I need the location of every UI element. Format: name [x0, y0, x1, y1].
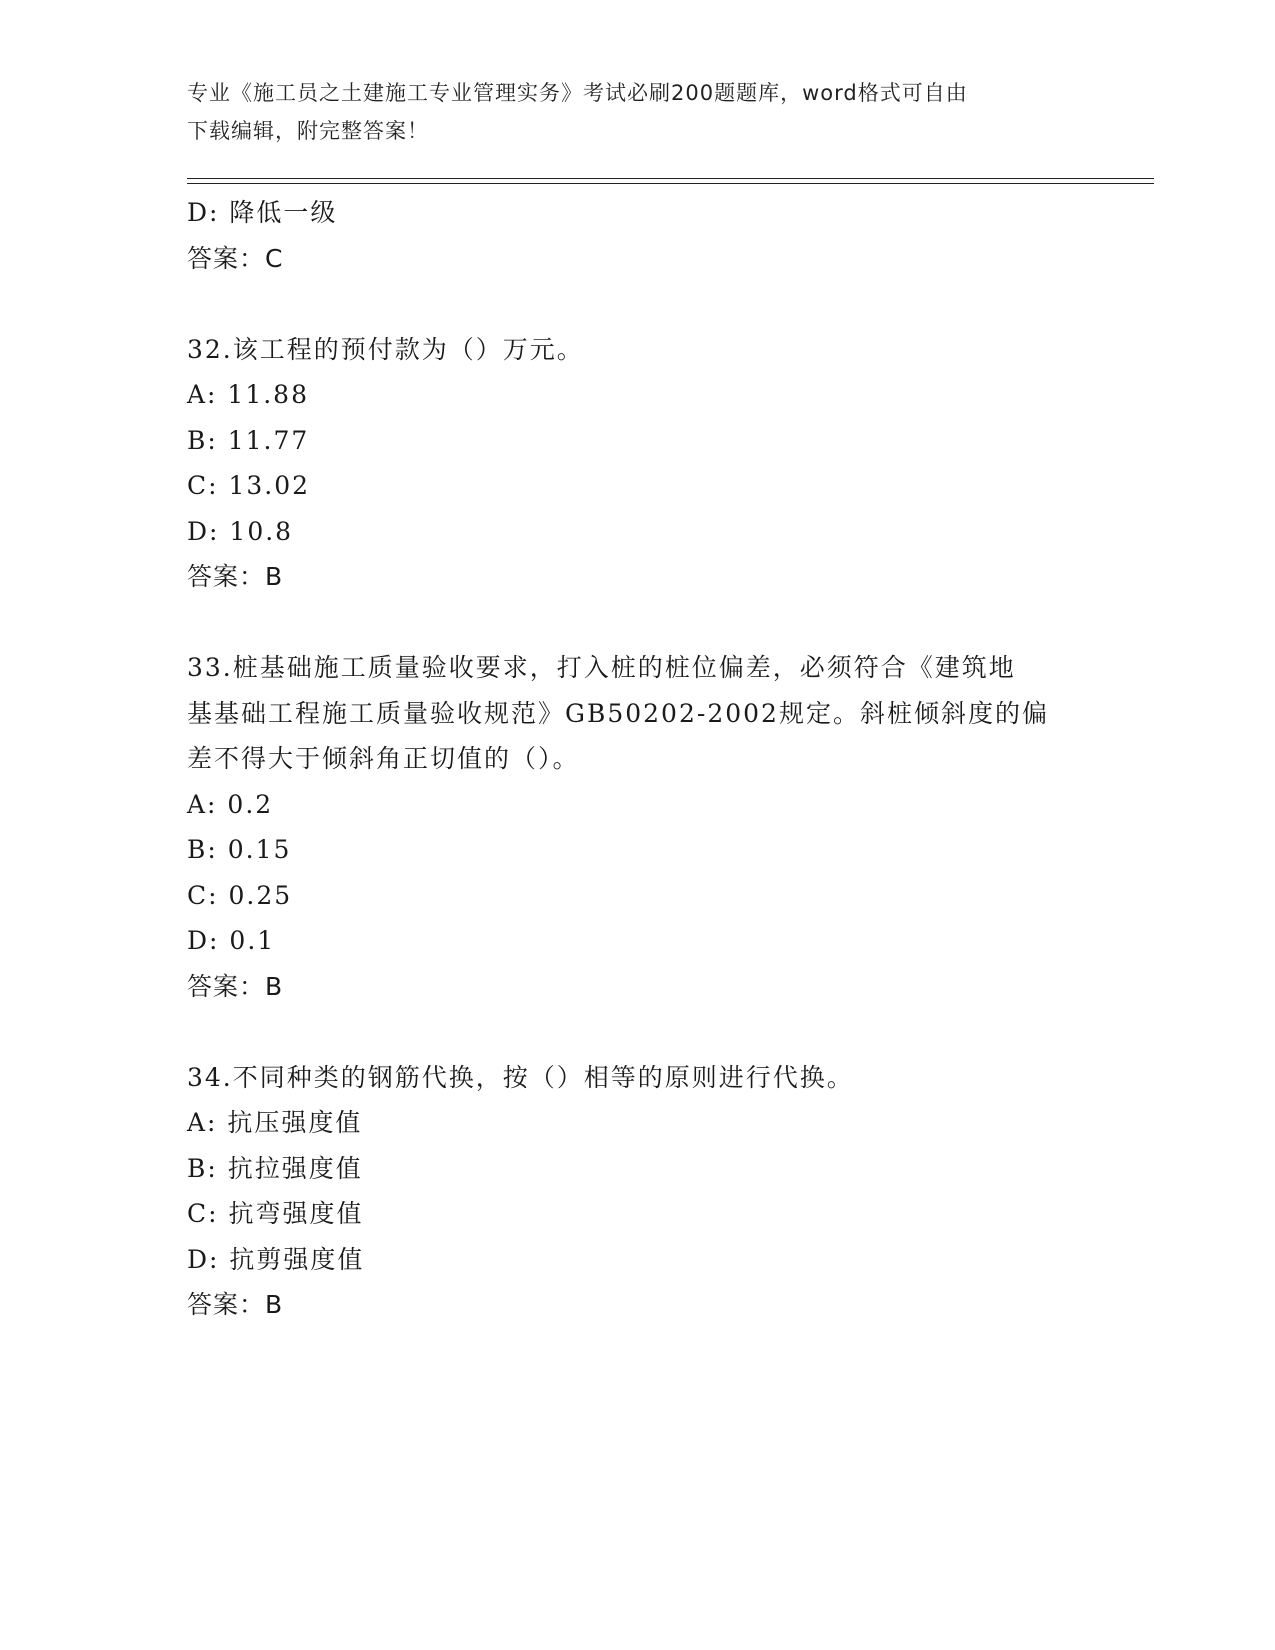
question-stem-line-2: 基基础工程施工质量验收规范》GB50202-2002规定。斜桩倾斜度的偏 — [187, 698, 1049, 728]
option-d: D: 0.1 — [187, 926, 276, 955]
header-line-2: 下载编辑，附完整答案！ — [187, 119, 429, 143]
option-c: C: 0.25 — [187, 880, 293, 910]
answer-line: 答案：B — [187, 562, 284, 591]
header-divider-bottom — [187, 183, 1154, 184]
option-a: A: 11.88 — [187, 380, 309, 409]
option-d: D: 10.8 — [187, 516, 294, 546]
question-34 — [187, 1055, 1107, 1328]
question-stem-line-1: 33.桩基础施工质量验收要求，打入桩的桩位偏差，必须符合《建筑地 — [187, 653, 1016, 682]
prev-question-tail — [187, 190, 1107, 281]
question-stem: 34.不同种类的钢筋代换，按（）相等的原则进行代换。 — [187, 1062, 854, 1092]
option-a: A: 抗压强度值 — [187, 1108, 363, 1137]
question-stem: 32.该工程的预付款为（）万元。 — [187, 334, 584, 364]
option-d: D: 抗剪强度值 — [187, 1244, 365, 1274]
question-content — [187, 190, 1107, 1328]
answer-line: 答案：B — [187, 1290, 284, 1319]
question-32 — [187, 327, 1107, 600]
spacer — [187, 281, 1107, 327]
document-header — [187, 74, 1067, 150]
question-stem-line-3: 差不得大于倾斜角正切值的（）。 — [187, 744, 580, 773]
header-divider-top — [187, 178, 1154, 179]
option-c: C: 抗弯强度值 — [187, 1199, 364, 1228]
option-c: C: 13.02 — [187, 471, 311, 500]
header-line-1: 专业《施工员之土建施工专业管理实务》考试必刷200题题库，word格式可自由 — [187, 81, 968, 105]
option-d: D: 降低一级 — [187, 198, 338, 227]
spacer — [187, 1009, 1107, 1055]
answer-line: 答案：B — [187, 971, 284, 1001]
spacer — [187, 600, 1107, 646]
option-b: B: 0.15 — [187, 835, 292, 864]
question-33 — [187, 645, 1107, 1009]
option-b: B: 11.77 — [187, 425, 310, 455]
answer-line: 答案：C — [187, 243, 284, 273]
option-b: B: 抗拉强度值 — [187, 1153, 363, 1183]
option-a: A: 0.2 — [187, 789, 274, 819]
